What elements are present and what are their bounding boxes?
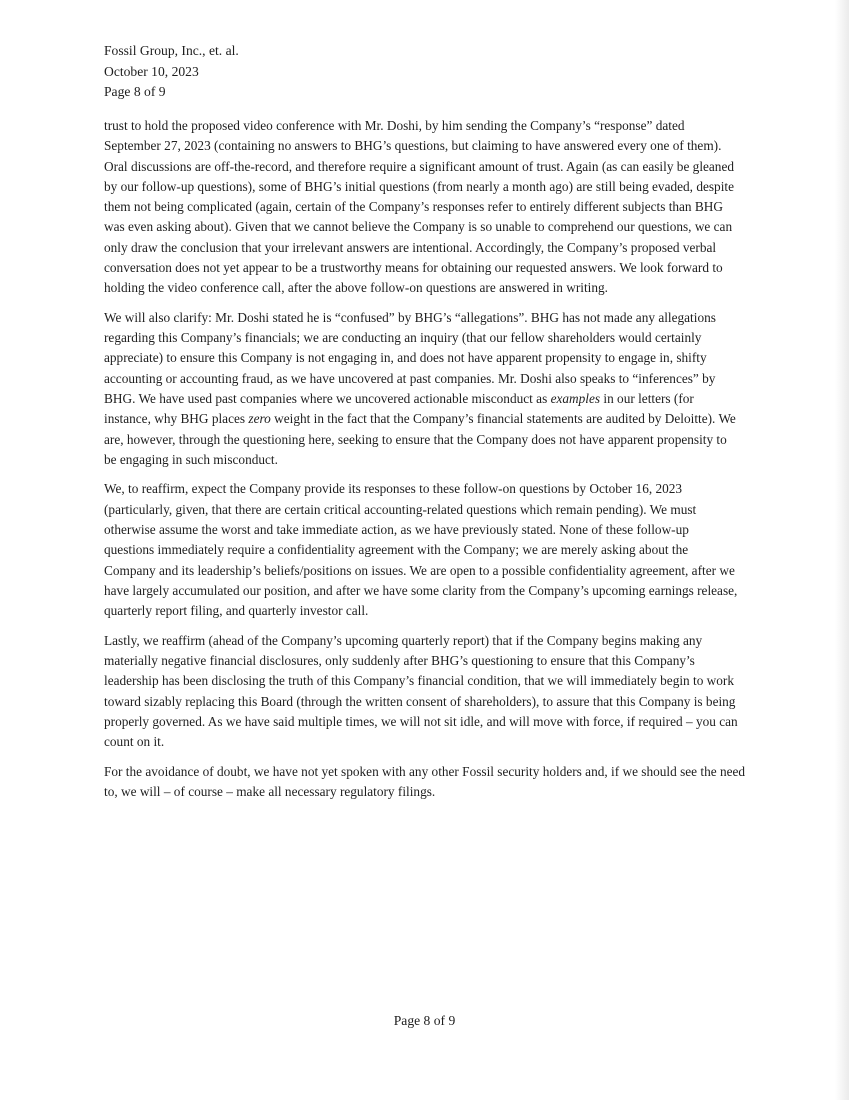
scan-edge-shadow [835,0,849,1100]
line-text: instance, why BHG places [104,411,249,427]
paragraph-line: toward sizably replacing this Board (through the written consent of shareholders), to assure that this Company is being [104,693,736,709]
emphasis-examples: examples [550,391,601,407]
paragraph-line: count on it. [104,734,165,750]
paragraph-line: September 27, 2023 (containing no answers to BHG’s questions, but claiming to have answered every one of them). [104,138,722,154]
line-text: BHG. We have used past companies where we uncovered actionable misconduct as [104,391,551,407]
paragraph-lastly [104,631,754,753]
line-text: in our letters (for [600,391,694,407]
paragraph-trust [104,116,754,299]
paragraph-line: quarterly report filing, and quarterly investor call. [104,603,369,619]
header-company: Fossil Group, Inc., et. al. [104,43,239,58]
paragraph-line: conversation does not yet appear to be a trustworthy means for obtaining our requested answers. We look forward to [104,260,723,276]
header-date: October 10, 2023 [104,63,199,79]
emphasis-zero: zero [248,411,271,427]
paragraph-reaffirm-deadline [104,479,754,621]
paragraph-avoidance-of-doubt [104,762,754,803]
paragraph-line: otherwise assume the worst and take immediate action, as we have previously stated. None of these follow-up [104,522,689,538]
paragraph-line-mixed [104,389,754,409]
letter-body [104,116,754,811]
paragraph-line: holding the video conference call, after the above follow-on questions are answered in writing. [104,280,608,296]
paragraph-line: trust to hold the proposed video conference with Mr. Doshi, by him sending the Company’s “response” dated [104,118,685,133]
paragraph-line: only draw the conclusion that your irrelevant answers are intentional. Accordingly, the Company’s proposed verbal [104,239,717,255]
paragraph-line: (particularly, given, that there are certain critical accounting-related questions which remain pending). We must [104,501,697,517]
paragraph-line: regarding this Company’s financials; we are conducting an inquiry (that our fellow shareholders would certainly [104,330,702,346]
paragraph-line: them not being complicated (again, certain of the Company’s responses refer to entirely different subjects than BHG [104,199,723,215]
paragraph-line: by our follow-up questions), some of BHG’s initial questions (from nearly a month ago) are still being evaded, despite [104,178,734,194]
paragraph-line: be engaging in such misconduct. [104,451,278,467]
header-page-number: Page 8 of 9 [104,84,166,99]
page-footer [0,1011,849,1031]
paragraph-line: have largely accumulated our position, and after we have some clarity from the Company’s upcoming earnings release, [104,582,738,598]
paragraph-line: was even asking about). Given that we cannot believe the Company is so unable to comprehend our questions, we can [104,219,733,235]
paragraph-line: We will also clarify: Mr. Doshi stated he is “confused” by BHG’s “allegations”. BHG has not made any allegations [104,309,716,325]
paragraph-line: Lastly, we reaffirm (ahead of the Company’s upcoming quarterly report) that if the Company begins making any [104,632,703,648]
paragraph-clarify [104,308,754,470]
footer-page-number: Page 8 of 9 [393,1013,456,1028]
paragraph-line: questions immediately require a confidentiality agreement with the Company; we are merely asking about the [104,542,689,558]
paragraph-line: leadership has been disclosing the truth of this Company’s financial condition, that we will immediately begin to work [104,673,734,689]
paragraph-line: For the avoidance of doubt, we have not yet spoken with any other Fossil security holders and, if we should see the need [104,763,746,779]
paragraph-line-mixed [104,409,754,429]
paragraph-line: properly governed. As we have said multiple times, we will not sit idle, and will move with force, if required – you can [104,713,738,729]
line-text: weight in the fact that the Company’s financial statements are audited by Deloitte). We [270,411,736,427]
paragraph-line: Oral discussions are off-the-record, and therefore require a significant amount of trust. Again (as can easily be gleaned [104,158,735,174]
paragraph-line: Company and its leadership’s beliefs/positions on issues. We are open to a possible confidentiality agreement, after we [104,562,735,578]
paragraph-line: are, however, through the questioning here, seeking to ensure that the Company does not have apparent propensity to [104,431,727,447]
paragraph-line: to, we will – of course – make all necessary regulatory filings. [104,783,436,799]
paragraph-line: accounting or accounting fraud, as we have uncovered at past companies. Mr. Doshi also speaks to “inferences” by [104,370,716,386]
letter-header [104,41,504,103]
paragraph-line: We, to reaffirm, expect the Company provide its responses to these follow-on questions by October 16, 2023 [104,481,683,497]
paragraph-line: materially negative financial disclosures, only suddenly after BHG’s questioning to ensure that this Company’s [104,652,695,668]
paragraph-line: appreciate) to ensure this Company is not engaging in, and does not have apparent propensity to engage in, shifty [104,350,707,366]
